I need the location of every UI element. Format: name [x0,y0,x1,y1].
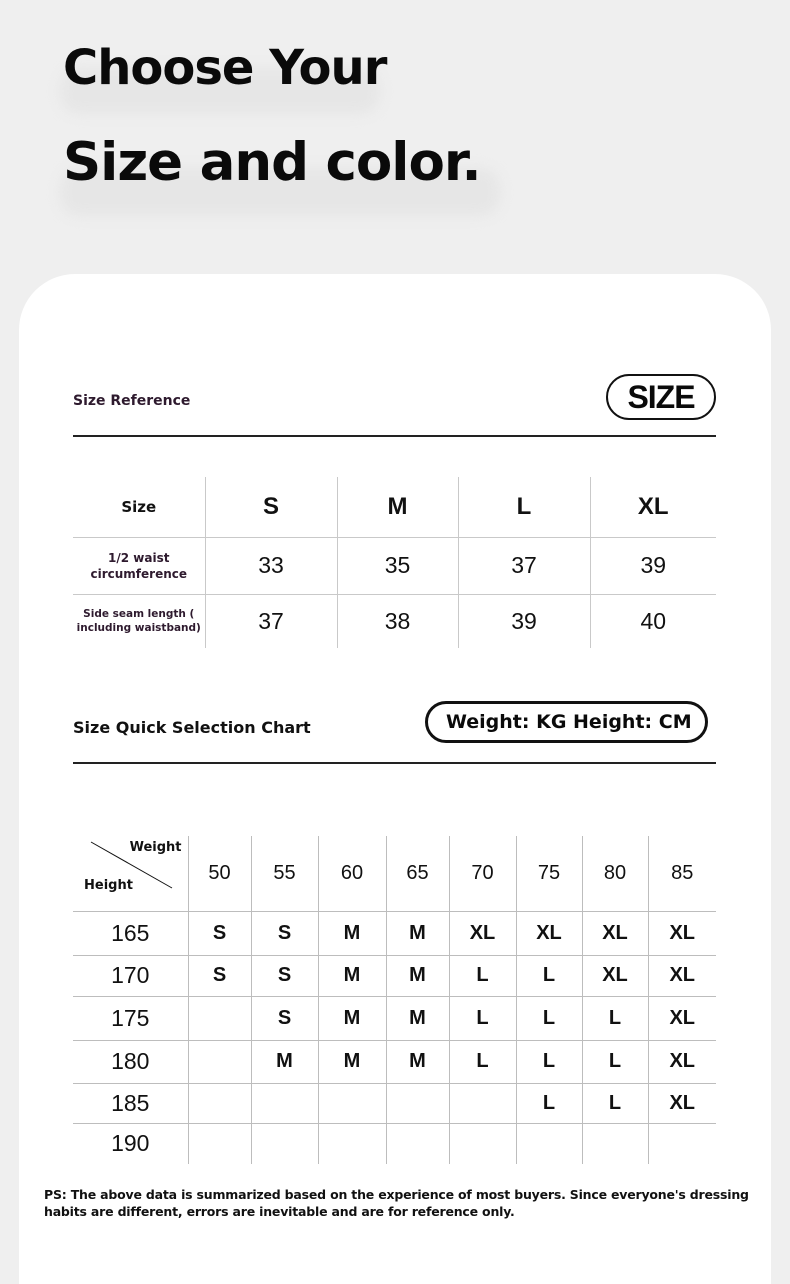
size-cell [188,1123,251,1164]
size-cell: L [582,996,648,1040]
height-value: 165 [73,911,188,955]
size-cell: S [251,911,318,955]
size-cell: L [516,1040,582,1083]
size-cell: L [582,1083,648,1123]
weight-header: 75 [516,836,582,911]
weight-header: 65 [386,836,449,911]
size-cell: S [188,911,251,955]
hero-title-line2: Size and color. [63,132,481,193]
size-cell: L [516,955,582,996]
size-cell: XL [516,911,582,955]
table-cell: 37 [205,594,337,648]
size-cell: M [386,996,449,1040]
size-cell: XL [582,911,648,955]
table-cell: 35 [337,537,458,594]
size-header-label: Size [73,477,205,537]
size-cell: S [251,955,318,996]
size-cell [449,1123,516,1164]
size-cell [386,1123,449,1164]
size-col-header: S [205,477,337,537]
size-cell: L [449,1040,516,1083]
table-row [73,996,716,1040]
size-col-header: L [458,477,590,537]
quick-selection-table [73,836,716,1164]
size-cell [449,1083,516,1123]
size-cell [318,1083,386,1123]
size-cell [251,1123,318,1164]
weight-header: 70 [449,836,516,911]
size-cell: S [251,996,318,1040]
table-cell: 37 [458,537,590,594]
disclaimer-note: PS: The above data is summarized based on the experience of most buyers. Since everyone's dressing habits are different, errors are inevitable and are for reference only. [44,1187,749,1219]
corner-cell [73,836,188,911]
size-cell: S [188,955,251,996]
table-header-row [73,477,716,537]
size-badge: SIZE [606,374,716,420]
table-cell: 38 [337,594,458,648]
section-divider [73,762,716,764]
table-cell: 40 [590,594,716,648]
size-cell: XL [582,955,648,996]
size-cell [318,1123,386,1164]
row-label-waist: 1/2 waist circumference [73,537,205,594]
size-cell: L [516,1083,582,1123]
size-cell: XL [648,911,716,955]
corner-weight-label: Weight [129,840,182,855]
size-cell [648,1123,716,1164]
table-row [73,537,716,594]
units-badge: Weight: KG Height: CM [425,701,708,743]
size-cell: M [318,1040,386,1083]
height-value: 170 [73,955,188,996]
size-cell: XL [449,911,516,955]
table-row [73,1083,716,1123]
size-cell [516,1123,582,1164]
weight-header: 50 [188,836,251,911]
size-cell [582,1123,648,1164]
table-row [73,955,716,996]
size-col-header: XL [590,477,716,537]
corner-height-label: Height [84,877,133,893]
size-cell: M [386,955,449,996]
size-cell [188,996,251,1040]
size-cell: L [449,996,516,1040]
size-cell: M [251,1040,318,1083]
size-cell: XL [648,1040,716,1083]
table-cell: 33 [205,537,337,594]
size-cell: L [582,1040,648,1083]
size-cell: M [386,911,449,955]
size-cell: XL [648,955,716,996]
size-col-header: M [337,477,458,537]
size-cell [188,1040,251,1083]
height-value: 180 [73,1040,188,1083]
table-cell: 39 [590,537,716,594]
table-row [73,1040,716,1083]
size-cell [386,1083,449,1123]
size-cell: L [516,996,582,1040]
table-row [73,1123,716,1164]
quick-chart-label: Size Quick Selection Chart [73,718,311,737]
size-cell [188,1083,251,1123]
size-reference-label: Size Reference [73,393,191,409]
size-cell: M [318,911,386,955]
table-row [73,594,716,648]
size-reference-table [73,477,716,648]
height-value: 190 [111,1130,150,1157]
size-cell: M [318,996,386,1040]
section-divider [73,435,716,437]
size-cell [251,1083,318,1123]
size-cell: M [386,1040,449,1083]
weight-header: 55 [251,836,318,911]
weight-header: 85 [648,836,716,911]
size-cell: XL [648,1083,716,1123]
table-row [73,911,716,955]
hero-title-line1: Choose Your [63,40,387,96]
size-cell: L [449,955,516,996]
weight-header: 60 [318,836,386,911]
height-value: 185 [73,1083,188,1123]
size-cell: XL [648,996,716,1040]
weight-header: 80 [582,836,648,911]
weight-header-row [73,836,716,911]
table-cell: 39 [458,594,590,648]
height-value: 175 [73,996,188,1040]
row-label-side-seam: Side seam length ( including waistband) [76,608,201,635]
size-cell: M [318,955,386,996]
